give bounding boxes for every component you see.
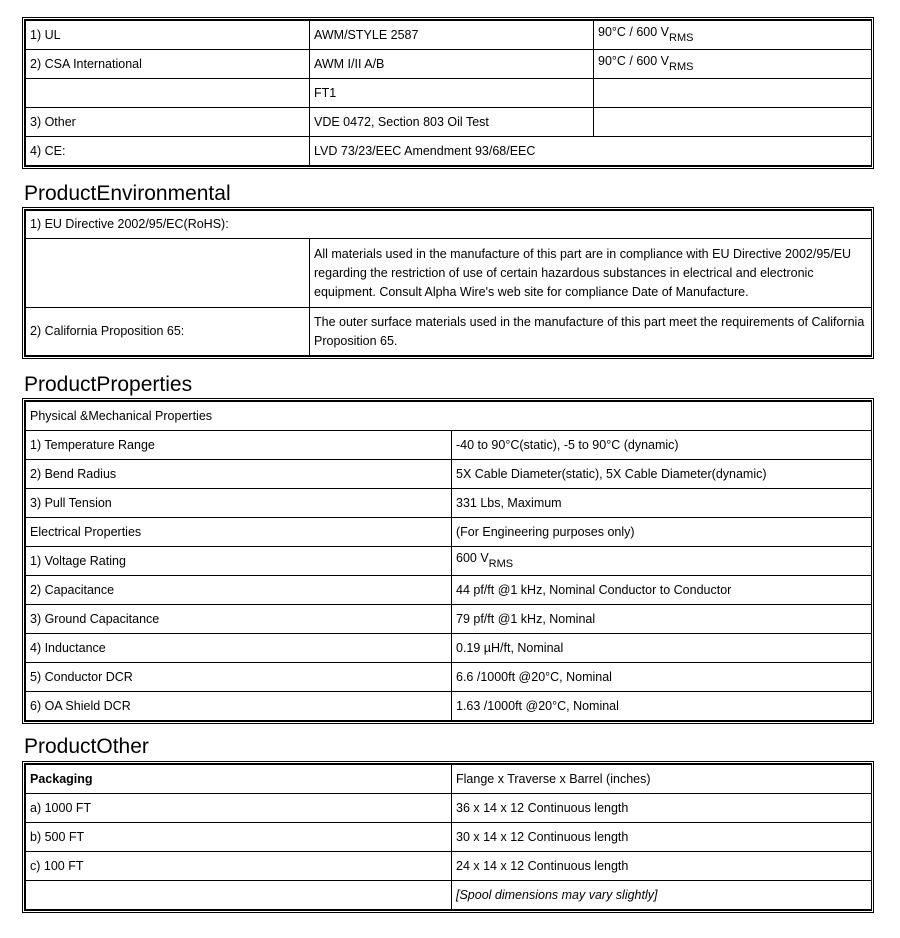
dimensions-header: Flange x Traverse x Barrel (inches) <box>452 765 872 794</box>
other-table <box>22 761 874 913</box>
property-label: 2) Bend Radius <box>26 460 452 489</box>
table-row <box>26 765 872 794</box>
property-value: (For Engineering purposes only) <box>452 518 872 547</box>
property-value: 6.6 /1000ft @20°C, Nominal <box>452 663 872 692</box>
rating-text: 90°C / 600 V <box>598 53 670 68</box>
empty-cell <box>26 239 310 308</box>
table-row <box>26 518 872 547</box>
table-row <box>26 794 872 823</box>
approvals-table <box>22 17 874 169</box>
table-row <box>26 663 872 692</box>
table-row <box>26 239 872 308</box>
property-label: 1) Voltage Rating <box>26 547 452 576</box>
packaging-label: c) 100 FT <box>26 852 452 881</box>
table-row <box>26 137 872 166</box>
spool-note: [Spool dimensions may vary slightly] <box>452 881 872 910</box>
packaging-label: b) 500 FT <box>26 823 452 852</box>
table-row <box>26 211 872 239</box>
packaging-label <box>26 881 452 910</box>
voltage-text: 600 V <box>456 550 489 565</box>
table-row <box>26 79 872 108</box>
approval-standard: AWM/STYLE 2587 <box>310 21 594 50</box>
approval-rating <box>594 50 872 79</box>
property-label: 6) OA Shield DCR <box>26 692 452 721</box>
physical-header: Physical &Mechanical Properties <box>26 402 872 431</box>
approval-rating <box>594 21 872 50</box>
table-row <box>26 308 872 356</box>
section-title-other: ProductOther <box>24 735 149 758</box>
approval-standard: LVD 73/23/EEC Amendment 93/68/EEC <box>310 137 872 166</box>
table-row <box>26 547 872 576</box>
packaging-value: 24 x 14 x 12 Continuous length <box>452 852 872 881</box>
property-label: 5) Conductor DCR <box>26 663 452 692</box>
table-row <box>26 489 872 518</box>
table-row <box>26 431 872 460</box>
table-row <box>26 21 872 50</box>
property-label: Electrical Properties <box>26 518 452 547</box>
rating-subscript: RMS <box>669 31 694 44</box>
rating-subscript: RMS <box>669 60 694 73</box>
property-value <box>452 547 872 576</box>
approval-rating <box>594 108 872 137</box>
table-row <box>26 460 872 489</box>
environmental-table <box>22 207 874 359</box>
property-label: 4) Inductance <box>26 634 452 663</box>
table-row <box>26 823 872 852</box>
table-row <box>26 50 872 79</box>
packaging-value: 30 x 14 x 12 Continuous length <box>452 823 872 852</box>
table-row <box>26 852 872 881</box>
table-row <box>26 108 872 137</box>
property-value: 331 Lbs, Maximum <box>452 489 872 518</box>
section-title-properties: ProductProperties <box>24 373 193 396</box>
property-label: 3) Ground Capacitance <box>26 605 452 634</box>
prop65-label: 2) California Proposition 65: <box>26 308 310 356</box>
properties-table <box>22 398 874 724</box>
property-value: -40 to 90°C(static), -5 to 90°C (dynamic) <box>452 431 872 460</box>
approval-standard: AWM I/II A/B <box>310 50 594 79</box>
packaging-header: Packaging <box>26 765 452 794</box>
approval-rating <box>594 79 872 108</box>
approval-agency: 3) Other <box>26 108 310 137</box>
approval-agency: 1) UL <box>26 21 310 50</box>
rohs-statement: All materials used in the manufacture of this part are in compliance with EU Directive 2002/95/EU regarding the restriction of use of certain hazardous substances in electrical and electronic equipment. Consult Alpha Wire's web site for compliance Date of Manufacture. <box>310 239 872 308</box>
property-value: 79 pf/ft @1 kHz, Nominal <box>452 605 872 634</box>
property-label: 2) Capacitance <box>26 576 452 605</box>
property-value: 1.63 /1000ft @20°C, Nominal <box>452 692 872 721</box>
rating-text: 90°C / 600 V <box>598 24 670 39</box>
property-value: 0.19 µH/ft, Nominal <box>452 634 872 663</box>
property-value: 5X Cable Diameter(static), 5X Cable Diameter(dynamic) <box>452 460 872 489</box>
table-row <box>26 634 872 663</box>
approval-standard: FT1 <box>310 79 594 108</box>
voltage-subscript: RMS <box>488 557 514 570</box>
property-value: 44 pf/ft @1 kHz, Nominal Conductor to Conductor <box>452 576 872 605</box>
table-row <box>26 576 872 605</box>
approval-agency: 2) CSA International <box>26 50 310 79</box>
property-label: 3) Pull Tension <box>26 489 452 518</box>
prop65-statement: The outer surface materials used in the manufacture of this part meet the requirements of California Proposition 65. <box>310 308 872 356</box>
approval-agency: 4) CE: <box>26 137 310 166</box>
table-row <box>26 402 872 431</box>
section-title-environmental: ProductEnvironmental <box>24 182 231 205</box>
table-row <box>26 881 872 910</box>
approval-standard: VDE 0472, Section 803 Oil Test <box>310 108 594 137</box>
table-row <box>26 605 872 634</box>
property-label: 1) Temperature Range <box>26 431 452 460</box>
packaging-value: 36 x 14 x 12 Continuous length <box>452 794 872 823</box>
approval-agency <box>26 79 310 108</box>
table-row <box>26 692 872 721</box>
packaging-label: a) 1000 FT <box>26 794 452 823</box>
rohs-label: 1) EU Directive 2002/95/EC(RoHS): <box>26 211 872 239</box>
